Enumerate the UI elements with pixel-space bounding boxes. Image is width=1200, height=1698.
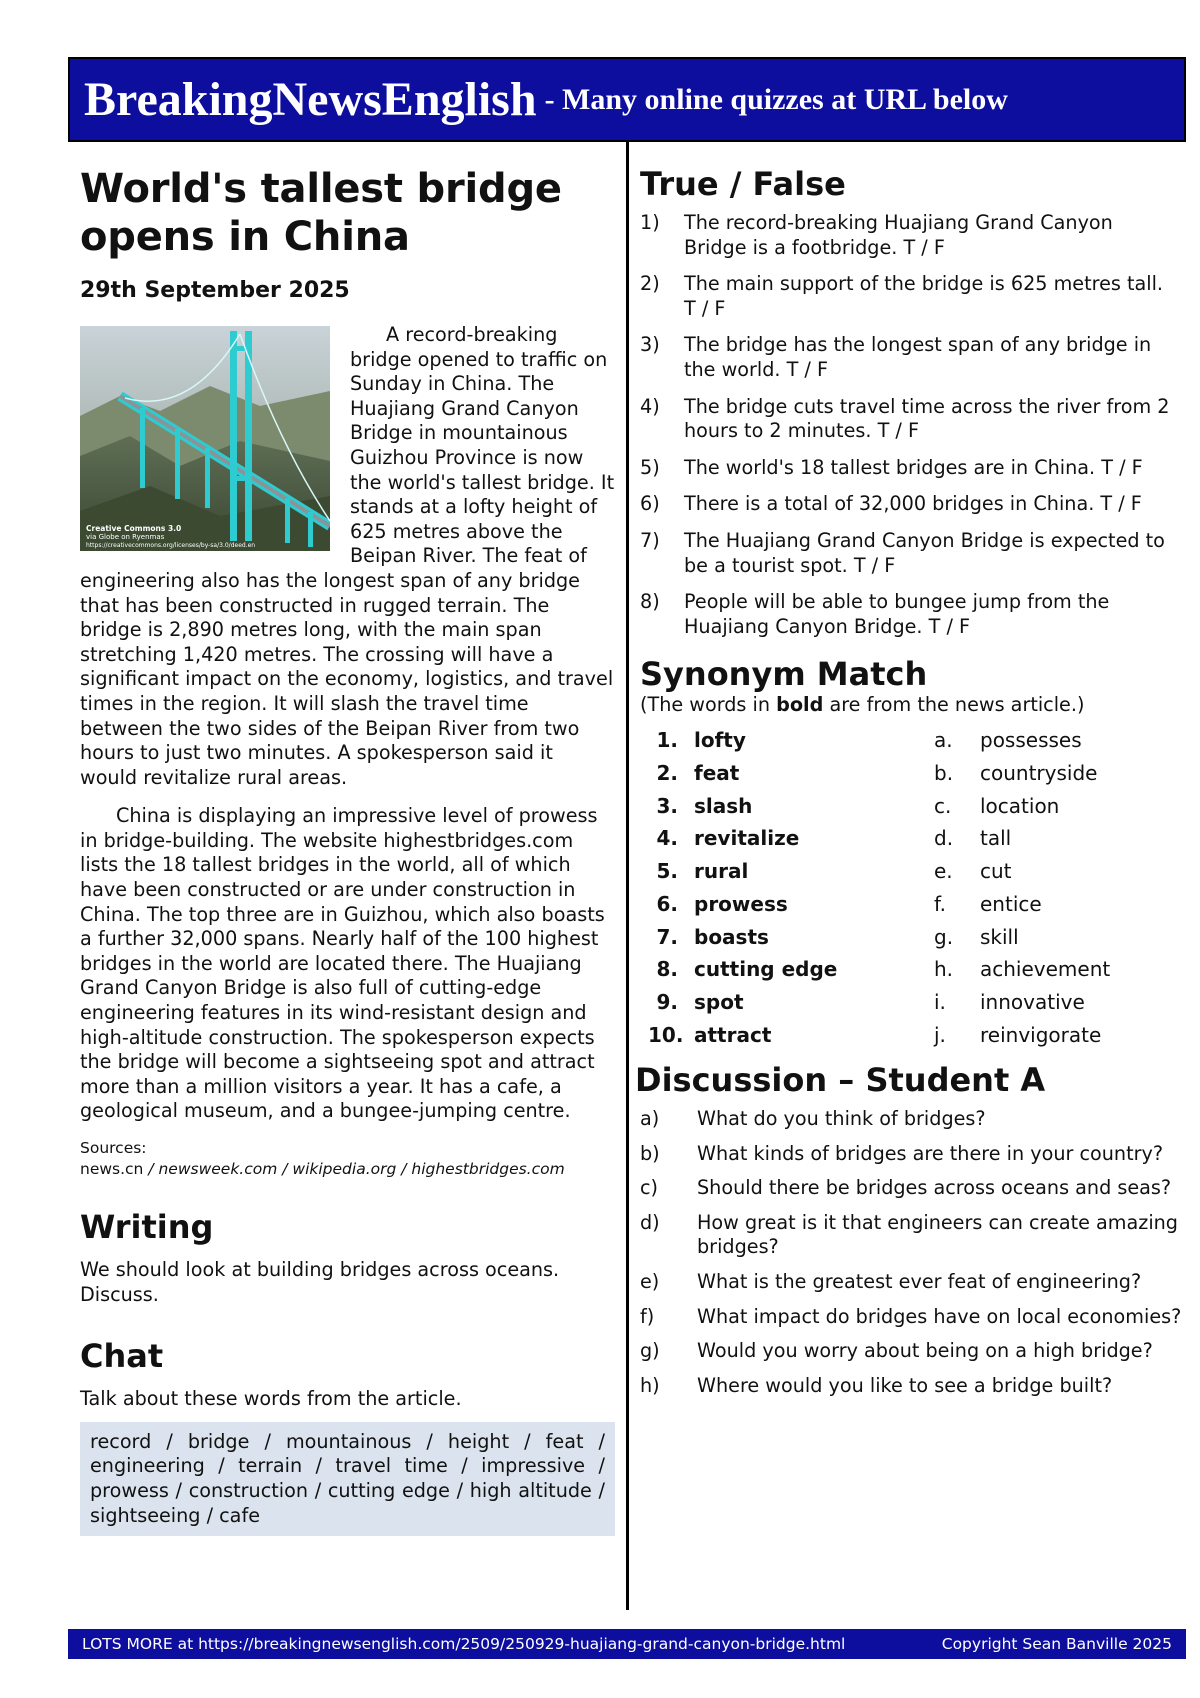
synonym-word: slash: [694, 793, 753, 818]
synonym-letter: e.: [934, 859, 953, 884]
footer-bar: [68, 1629, 1186, 1659]
true-false-item: 6) There is a total of 32,000 bridges in China. T / F: [640, 492, 1142, 516]
synonym-letter: h.: [934, 957, 954, 982]
discussion-item: e) What is the greatest ever feat of engineering?: [640, 1270, 1142, 1294]
chat-word-box: record / bridge / mountainous / height / feat / engineering / terrain / travel time / impressive / prowess / construction / cutting edge / high altitude / sightseeing / cafe: [80, 1422, 615, 1536]
synonym-word: cutting edge: [694, 957, 838, 982]
synonym-letter: b.: [934, 760, 954, 785]
synonym-match: entice: [980, 891, 1042, 916]
true-false-item: 3) The bridge has the longest span of any bridge in the world. T / F: [640, 333, 1152, 381]
synonym-word: rural: [694, 859, 749, 884]
synonym-number: 4.: [656, 826, 678, 851]
synonym-match: location: [980, 793, 1060, 818]
synonym-word: prowess: [694, 891, 788, 916]
true-false-item: 4) The bridge cuts travel time across the river from 2 hours to 2 minutes. T / F: [640, 394, 1170, 443]
discussion-item: c) Should there be bridges across oceans and seas?: [640, 1176, 1172, 1200]
discussion-item: b) What kinds of bridges are there in your country?: [640, 1141, 1164, 1165]
discussion-heading: Discussion – Student A: [635, 1061, 1046, 1100]
true-false-item: 8) People will be able to bungee jump from the Huajiang Canyon Bridge. T / F: [640, 590, 1110, 638]
synonym-match: possesses: [980, 727, 1082, 752]
synonym-heading: Synonym Match: [640, 655, 928, 694]
chat-intro: Talk about these words from the article.: [80, 1387, 462, 1411]
synonym-word: spot: [694, 990, 744, 1015]
discussion-item: d) How great is it that engineers can create amazing bridges?: [640, 1210, 1178, 1259]
synonym-letter: j.: [934, 1023, 946, 1048]
sources-label: Sources:: [80, 1139, 147, 1157]
discussion-item: h) Where would you like to see a bridge built?: [640, 1373, 1113, 1397]
footer-copyright: Copyright Sean Banville 2025: [941, 1635, 1172, 1653]
chat-heading: Chat: [80, 1337, 164, 1376]
synonym-word: lofty: [694, 727, 746, 752]
synonym-number: 2.: [656, 760, 678, 785]
bridge-photo-illustration: [80, 326, 330, 551]
synonym-letter: g.: [934, 924, 954, 949]
synonym-word: feat: [694, 760, 740, 785]
synonym-number: 5.: [656, 859, 678, 884]
synonym-match: tall: [980, 826, 1012, 851]
synonym-match: achievement: [980, 957, 1111, 982]
synonym-number: 6.: [656, 891, 678, 916]
svg-text:via Globe on Ryenmas: via Globe on Ryenmas: [86, 533, 165, 541]
sources-list: news.cn / newsweek.com / wikipedia.org / highestbridges.com: [80, 1160, 565, 1178]
article-date: 29th September 2025: [80, 278, 350, 303]
right-column: [635, 165, 1185, 1408]
synonym-word: revitalize: [694, 826, 800, 851]
true-false-list: [640, 211, 1185, 639]
article-body: [80, 323, 615, 1124]
svg-text:https://creativecommons.org/li: https://creativecommons.org/licenses/by-sa/3.0/deed.en: [86, 542, 256, 549]
column-divider: [626, 142, 629, 1610]
synonym-letter: i.: [934, 990, 946, 1015]
bridge-photo: [80, 326, 330, 551]
synonym-number: 10.: [648, 1023, 684, 1048]
synonym-match: cut: [980, 859, 1012, 884]
synonym-letter: a.: [934, 727, 953, 752]
synonym-number: 9.: [656, 990, 678, 1015]
true-false-item: 1) The record-breaking Huajiang Grand Canyon Bridge is a footbridge. T / F: [640, 211, 1113, 259]
synonym-match: countryside: [980, 760, 1098, 785]
discussion-list: [640, 1107, 1185, 1398]
discussion-item: a) What do you think of bridges?: [640, 1107, 986, 1131]
writing-prompt: We should look at building bridges across oceans. Discuss.: [80, 1258, 560, 1306]
synonym-grid: [640, 728, 1185, 1047]
synonym-letter: d.: [934, 826, 954, 851]
synonym-match: innovative: [980, 990, 1085, 1015]
synonym-number: 3.: [656, 793, 678, 818]
writing-heading: Writing: [80, 1208, 214, 1246]
brand-title: BreakingNewsEnglish: [84, 73, 537, 126]
article-paragraph-2: China is displaying an impressive level of prowess in bridge-building. The website highestbridges.com lists the 18 tallest bridges in the world, all of which have been constructed or are under construction in China. The top three are in Guizhou, which also boasts a further 32,000 spans. Nearly half of the 100 highest bridges in the world are located there. The Huajiang Grand Canyon Bridge is also full of cutting-edge engineering features in its wind-resistant design and high-altitude construction. The spokesperson expects the bridge will become a sightseeing spot and attract more than a million visitors a year. It has a cafe, a geological museum, and a bungee-jumping centre.: [80, 804, 605, 1123]
svg-text:Creative Commons 3.0: Creative Commons 3.0: [86, 524, 182, 533]
article-paragraph-1: A record-breaking bridge opened to traffic on Sunday in China. The Huajiang Grand Canyon Bridge in mountainous Guizhou Province is now the world's tallest bridge. It stands at a lofty height of 625 metres above the Beipan River. The feat of engineering also has the longest span of any bridge that has been constructed in rugged terrain. The bridge is 2,890 metres long, with the main span stretching 1,420 metres. The crossing will have a significant impact on the economy, logistics, and travel times in the region. It will slash the travel time between the two sides of the Beipan River from two hours to just two minutes. A spokesperson said it would revitalize rural areas.: [80, 323, 615, 789]
synonym-note: (The words in bold are from the news article.): [640, 693, 1085, 717]
true-false-item: 2) The main support of the bridge is 625 metres tall. T / F: [640, 272, 1164, 320]
synonym-word: boasts: [694, 924, 769, 949]
discussion-item: f) What impact do bridges have on local economies?: [640, 1304, 1182, 1328]
header-tagline: - Many online quizzes at URL below: [544, 82, 1008, 116]
footer-link[interactable]: LOTS MORE at https://breakingnewsenglish.com/2509/250929-huajiang-grand-canyon-bridge.html: [82, 1635, 846, 1653]
synonym-letter: c.: [934, 793, 952, 818]
synonym-number: 1.: [656, 727, 678, 752]
article-title: World's tallest bridge opens in China: [80, 166, 562, 260]
synonym-letter: f.: [934, 891, 946, 916]
true-false-item: 7) The Huajiang Grand Canyon Bridge is expected to be a tourist spot. T / F: [640, 528, 1165, 577]
true-false-heading: True / False: [640, 165, 846, 203]
true-false-item: 5) The world's 18 tallest bridges are in China. T / F: [640, 455, 1143, 479]
synonym-match: skill: [980, 924, 1019, 949]
header-banner: [68, 57, 1186, 142]
synonym-number: 8.: [656, 957, 678, 982]
synonym-match: reinvigorate: [980, 1023, 1102, 1048]
left-column: [80, 165, 615, 1536]
synonym-word: attract: [694, 1023, 772, 1048]
synonym-number: 7.: [656, 924, 678, 949]
discussion-item: g) Would you worry about being on a high bridge?: [640, 1339, 1153, 1363]
